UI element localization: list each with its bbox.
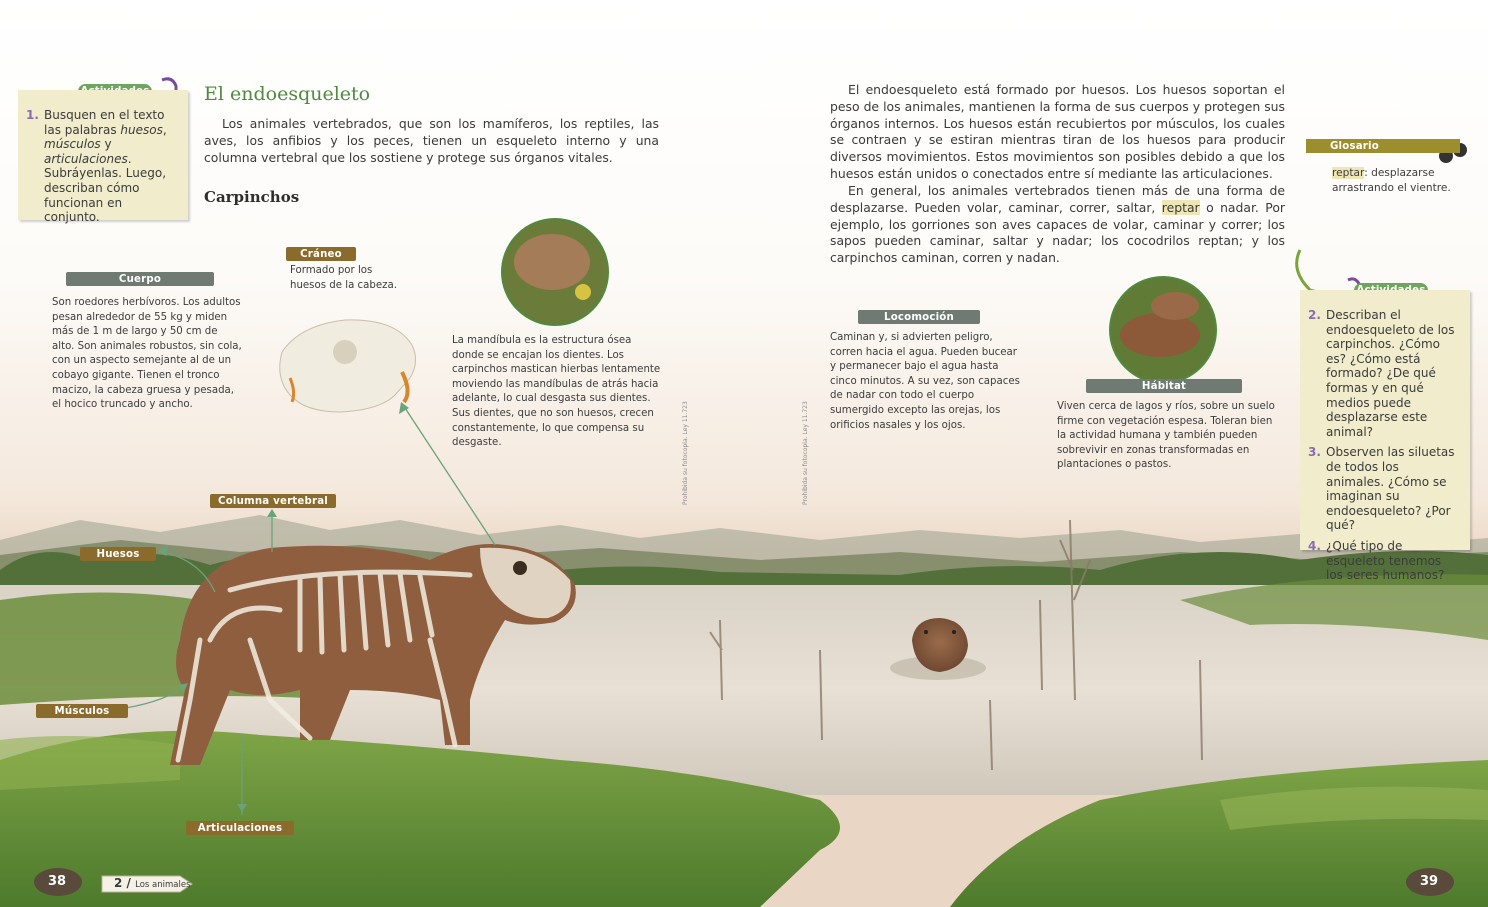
activity-box-right xyxy=(1300,290,1470,583)
highlighted-word-reptar: reptar xyxy=(1161,199,1200,215)
activity-text xyxy=(44,108,176,225)
glosario-term: reptar xyxy=(1332,167,1365,179)
cuerpo-text: Son roedores herbívoros. Los adultos pesan alrededor de 55 kg y miden más de 1 m de largo y 50 cm de alto. Son animales robustos, sin cola, con un aspecto semejante al de un cobayo gigante. Tienen el tronco macizo, la cabeza gruesa y pesada, el hocico truncado y ancho. xyxy=(52,297,242,411)
activity-number: 1. xyxy=(26,108,39,122)
activity-4 xyxy=(1308,539,1458,583)
activity-1 xyxy=(26,108,176,225)
section-subtitle: Carpinchos xyxy=(204,188,300,206)
italic-word: articulaciones xyxy=(44,151,128,166)
copyright-side-note-left: Prohibida su fotocopia. Ley 11.723 xyxy=(682,401,689,505)
chapter-name: Los animales xyxy=(135,880,191,890)
articulaciones-label: Articulaciones xyxy=(186,821,294,835)
chapter-number: 2 / xyxy=(114,876,131,890)
cuerpo-label: Cuerpo xyxy=(66,272,214,286)
italic-word: músculos xyxy=(44,137,101,152)
right-paragraph-1: El endoesqueleto está formado por huesos. Los huesos soportan el peso de los animales, mantienen la forma de sus cuerpos y protegen sus órganos internos. Los huesos están recubiertos por músculos, los cuales se contraen y se estiran mientras tiran de los huesos para producir diversos movimientos. Estos movimientos son posibles debido a que los huesos están unidos o conectados entre sí mediante las articulaciones. xyxy=(830,82,1285,181)
page-number-right: 39 xyxy=(1420,874,1439,889)
paragraph-part: o nadar. Por ejemplo, los gorriones son aves capaces de volar, caminar y correr; los sapos pueden caminar, saltar y nadar; los cocodrilos reptan; y los carpinchos caminan, corren y nadan. xyxy=(830,199,1285,266)
craneo-label: Cráneo xyxy=(286,247,356,261)
italic-word: huesos xyxy=(120,122,163,137)
activity-number: 3. xyxy=(1308,445,1321,460)
activity-text-part: y xyxy=(100,137,112,152)
copyright-side-note-right: Prohibida su fotocopia. Ley 11.723 xyxy=(802,401,809,505)
habitat-label: Hábitat xyxy=(1086,379,1242,393)
paragraph-part: En general, los animales vertebrados tienen más de una forma de desplazarse. Pueden volar, caminar, correr, saltar, xyxy=(830,183,1285,215)
chapter-indicator xyxy=(114,876,191,890)
columna-vertebral-label: Columna vertebral xyxy=(210,494,336,508)
page-title: El endoesqueleto xyxy=(204,83,371,105)
craneo-text: Formado por los huesos de la cabeza. xyxy=(290,265,397,291)
activity-text-part: . Subráyenlas. Luego, describan cómo funcionan en conjunto. xyxy=(44,151,167,225)
activity-2 xyxy=(1308,308,1458,439)
page-number-left: 38 xyxy=(48,874,67,889)
mandible-photo xyxy=(502,219,608,325)
activity-text: Observen las siluetas de todos los animales. ¿Cómo se imaginan su endoesqueleto? ¿Por qué? xyxy=(1326,445,1455,533)
glosario-definition: : desplazarse arrastrando el vientre. xyxy=(1332,167,1451,194)
mandibula-text: La mandíbula es la estructura ósea donde se encajan los dientes. Los carpinchos mastican hierbas lentamente moviendo las mandíbulas de atrás hacia adelante, lo cual desgasta sus dientes. Sus dientes, que no son huesos, crecen constantemente, lo que compensa su desgaste. xyxy=(452,335,661,449)
glosario-label: Glosario xyxy=(1306,139,1460,153)
activity-text: ¿Qué tipo de esqueleto tenemos los seres humanos? xyxy=(1326,538,1445,583)
musculos-label: Músculos xyxy=(36,704,128,718)
activity-text-part: Busquen en el texto las palabras xyxy=(44,108,165,137)
glosario-text xyxy=(1332,166,1462,195)
activity-3 xyxy=(1308,445,1458,533)
right-paragraph-2 xyxy=(830,183,1285,267)
activity-box-left xyxy=(18,90,188,225)
locomocion-label: Locomoción xyxy=(858,310,980,324)
huesos-label: Huesos xyxy=(80,547,156,561)
intro-paragraph: Los animales vertebrados, que son los mamíferos, los reptiles, las aves, los anfibios y los peces, tienen un esqueleto interno y una columna vertebral que los sostiene y protege sus órganos vitales. xyxy=(204,116,659,165)
habitat-photo xyxy=(1110,277,1216,383)
activity-number: 2. xyxy=(1308,308,1321,322)
habitat-text: Viven cerca de lagos y ríos, sobre un suelo firme con vegetación espesa. Toleran bien la actividad humana y también pueden sobrevivir en zonas transformadas en plantaciones o pastos. xyxy=(1057,401,1275,471)
locomocion-text: Caminan y, si advierten peligro, corren hacia el agua. Pueden bucear y permanecer bajo el agua hasta cinco minutos. A su vez, son capaces de nadar con todo el cuerpo sumergido excepto las orejas, los orificios nasales y los ojos. xyxy=(830,332,1020,431)
activity-text: Describan el endoesqueleto de los carpinchos. ¿Cómo es? ¿Cómo está formado? ¿De qué formas y en qué medios puede desplazarse este animal? xyxy=(1326,308,1455,439)
activity-number: 4. xyxy=(1308,538,1321,553)
activity-text-part: , xyxy=(162,122,167,137)
